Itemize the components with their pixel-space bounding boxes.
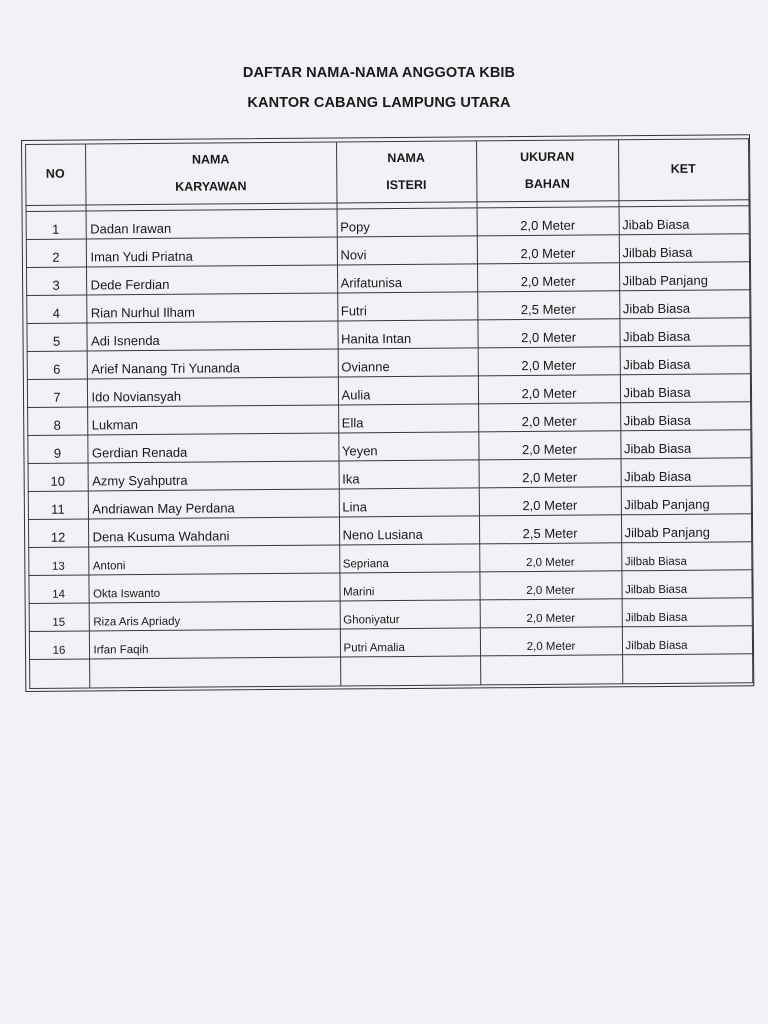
cell-no: 6	[27, 350, 87, 378]
cell-ket: Jibab Biasa	[620, 373, 750, 402]
cell-ket: Jibab Biasa	[619, 205, 749, 234]
cell-isteri: Ghoniyatur	[340, 599, 480, 628]
cell-nama: Andriawan May Perdana	[88, 489, 339, 519]
cell-ukuran: 2,0 Meter	[478, 374, 620, 403]
cell-isteri: Ika	[339, 459, 479, 488]
cell-nama: Dadan Irawan	[86, 209, 337, 239]
cell-no: 15	[29, 602, 89, 630]
header-isteri-line2: ISTERI	[386, 177, 427, 192]
cell-ukuran: 2,5 Meter	[477, 290, 619, 319]
cell-no: 1	[26, 210, 86, 238]
member-table	[25, 138, 753, 689]
cell-ket: Jilbab Biasa	[622, 597, 752, 626]
cell-isteri: Putri Amalia	[340, 627, 480, 656]
cell-nama: Dede Ferdian	[86, 265, 337, 295]
cell-ukuran: 2,0 Meter	[478, 346, 620, 375]
cell-isteri: Sepriana	[339, 543, 479, 572]
cell-ket: Jibab Biasa	[620, 401, 750, 430]
cell-ukuran: 2,0 Meter	[479, 570, 621, 599]
member-table-frame	[21, 134, 754, 692]
table-body	[26, 199, 753, 688]
cell-no: 12	[28, 518, 88, 546]
cell-nama: Ido Noviansyah	[87, 377, 338, 407]
cell-ket: Jilbab Panjang	[619, 261, 749, 290]
cell-no: 2	[26, 238, 86, 266]
cell-ukuran: 2,0 Meter	[477, 206, 619, 235]
cell-no: 13	[28, 546, 88, 574]
cell-no: 8	[27, 406, 87, 434]
cell-ket: Jilbab Biasa	[621, 569, 751, 598]
cell-nama: Irfan Faqih	[89, 629, 340, 659]
cell-ket: Jilbab Biasa	[622, 625, 752, 654]
cell-nama: Iman Yudi Priatna	[86, 237, 337, 267]
cell-isteri: Arifatunisa	[337, 263, 477, 292]
header-ket: KET	[618, 138, 748, 200]
header-ukuran-line1: UKURAN	[519, 149, 575, 164]
header-nama-isteri	[336, 140, 476, 202]
cell-no: 14	[28, 574, 88, 602]
cell-isteri: Neno Lusiana	[339, 515, 479, 544]
cell-ukuran: 2,0 Meter	[480, 626, 622, 655]
table-header-row	[25, 138, 748, 205]
cell-ket: Jibab Biasa	[620, 345, 750, 374]
cell-no: 4	[26, 294, 86, 322]
cell-ukuran: 2,0 Meter	[479, 542, 621, 571]
cell-ukuran: 2,0 Meter	[478, 402, 620, 431]
header-ukuran-bahan	[476, 139, 618, 201]
cell-ukuran: 2,5 Meter	[479, 514, 621, 543]
cell-ket: Jibab Biasa	[619, 317, 749, 346]
cell-nama: Azmy Syahputra	[88, 461, 339, 491]
document-title: DAFTAR NAMA-NAMA ANGGOTA KBIB	[242, 65, 516, 81]
cell-nama: Antoni	[88, 545, 339, 575]
cell-no: 10	[28, 462, 88, 490]
cell-ukuran: 2,0 Meter	[477, 262, 619, 291]
header-nama-karyawan	[85, 142, 336, 205]
cell-nama: Adi Isnenda	[86, 321, 337, 351]
cell-nama: Gerdian Renada	[87, 433, 338, 463]
cell-ket: Jilbab Biasa	[621, 541, 751, 570]
cell-ukuran: 2,0 Meter	[477, 318, 619, 347]
cell-isteri: Ella	[338, 403, 478, 432]
cell-ukuran: 2,0 Meter	[480, 598, 622, 627]
header-no: NO	[25, 143, 85, 204]
header-isteri-line1: NAMA	[387, 150, 425, 165]
cell-isteri: Hanita Intan	[337, 319, 477, 348]
document-subtitle: KANTOR CABANG LAMPUNG UTARA	[247, 95, 511, 111]
cell-no: 9	[27, 434, 87, 462]
cell-isteri: Marini	[339, 571, 479, 600]
cell-isteri: Aulia	[338, 375, 478, 404]
cell-ket: Jibab Biasa	[619, 289, 749, 318]
cell-ukuran: 2,0 Meter	[479, 486, 621, 515]
cell-no: 11	[28, 490, 88, 518]
cell-isteri: Novi	[337, 235, 477, 264]
cell-no: 16	[29, 630, 89, 658]
cell-nama: Dena Kusuma Wahdani	[88, 517, 339, 547]
cell-no: 3	[26, 266, 86, 294]
cell-isteri: Futri	[337, 291, 477, 320]
cell-isteri: Ovianne	[338, 347, 478, 376]
cell-nama: Rian Nurhul Ilham	[86, 293, 337, 323]
header-nama-line1: NAMA	[191, 151, 230, 167]
cell-ket: Jibab Biasa	[621, 457, 751, 486]
cell-nama: Riza Aris Apriady	[89, 601, 340, 631]
cell-no: 5	[26, 322, 86, 350]
cell-ukuran: 2,0 Meter	[478, 430, 620, 459]
cell-no: 7	[27, 378, 87, 406]
cell-ket: Jilbab Panjang	[621, 485, 751, 514]
cell-isteri: Yeyen	[338, 431, 478, 460]
cell-ukuran: 2,0 Meter	[477, 234, 619, 263]
cell-ket: Jilbab Panjang	[621, 513, 751, 542]
header-ukuran-line2: BAHAN	[524, 176, 570, 191]
cell-ket: Jilbab Biasa	[619, 233, 749, 262]
cell-nama: Lukman	[87, 405, 338, 435]
header-nama-line2: KARYAWAN	[175, 178, 247, 194]
cell-nama: Arief Nanang Tri Yunanda	[87, 349, 338, 379]
cell-isteri: Popy	[337, 207, 477, 236]
table-empty-row	[29, 653, 752, 688]
cell-ket: Jibab Biasa	[620, 429, 750, 458]
cell-isteri: Lina	[339, 487, 479, 516]
cell-ukuran: 2,0 Meter	[479, 458, 621, 487]
cell-nama: Okta Iswanto	[88, 573, 339, 603]
